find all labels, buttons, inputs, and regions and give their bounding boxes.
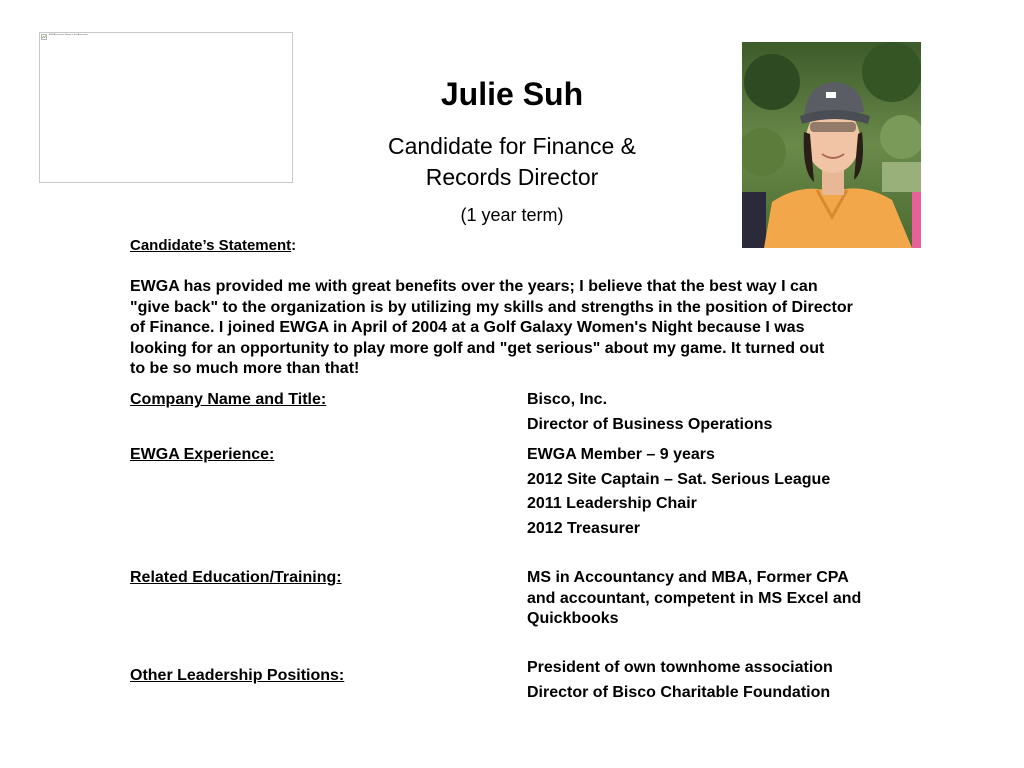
company-label: Company Name and Title:	[130, 391, 327, 408]
company-name: Bisco, Inc.	[527, 391, 608, 408]
leadership-label: Other Leadership Positions:	[130, 667, 345, 684]
education-label: Related Education/Training:	[130, 569, 342, 586]
education-line: MS in Accountancy and MBA, Former CPA	[527, 569, 849, 586]
company-values	[527, 388, 772, 437]
statement-heading-colon: :	[291, 237, 297, 254]
education-line: Quickbooks	[527, 610, 619, 627]
ewga-logo-placeholder	[39, 32, 293, 183]
statement-line: of Finance. I joined EWGA in April of 2004 at a Golf Galaxy Women's Night because I was	[130, 319, 805, 336]
statement-line: EWGA has provided me with great benefits over the years; I believe that the best way I can	[130, 278, 818, 295]
experience-values	[527, 443, 830, 541]
leadership-item: President of own townhome association	[527, 659, 833, 676]
logo-alt-text: EWGA Executive Women's Golf Association	[49, 34, 88, 36]
statement-body	[130, 277, 920, 380]
statement-line: to be so much more than that!	[130, 360, 360, 377]
broken-image-icon	[41, 34, 47, 40]
education-values	[527, 568, 907, 630]
candidate-name: Julie Suh	[440, 76, 584, 112]
leadership-item: Director of Bisco Charitable Foundation	[527, 683, 831, 701]
experience-item: 2011 Leadership Chair	[527, 495, 697, 512]
candidacy-line-2: Records Director	[425, 164, 599, 190]
education-line: and accountant, competent in MS Excel and	[527, 589, 862, 607]
candidacy-title	[352, 131, 672, 193]
statement-line: looking for an opportunity to play more golf and "get serious" about my game. It turned out	[130, 339, 825, 357]
candidacy-line-1: Candidate for Finance &	[387, 133, 637, 159]
candidate-photo	[742, 42, 921, 248]
leadership-values	[527, 656, 833, 705]
statement-heading	[130, 237, 296, 254]
company-title: Director of Business Operations	[527, 415, 773, 433]
experience-item: 2012 Site Captain – Sat. Serious League	[527, 470, 831, 488]
statement-heading-text: Candidate’s Statement	[130, 237, 292, 254]
experience-item: EWGA Member – 9 years	[527, 446, 715, 463]
statement-line: "give back" to the organization is by utilizing my skills and strengths in the position of Director	[130, 298, 853, 316]
experience-item: 2012 Treasurer	[527, 519, 640, 537]
term-length: (1 year term)	[460, 205, 564, 225]
experience-label: EWGA Experience:	[130, 446, 275, 463]
